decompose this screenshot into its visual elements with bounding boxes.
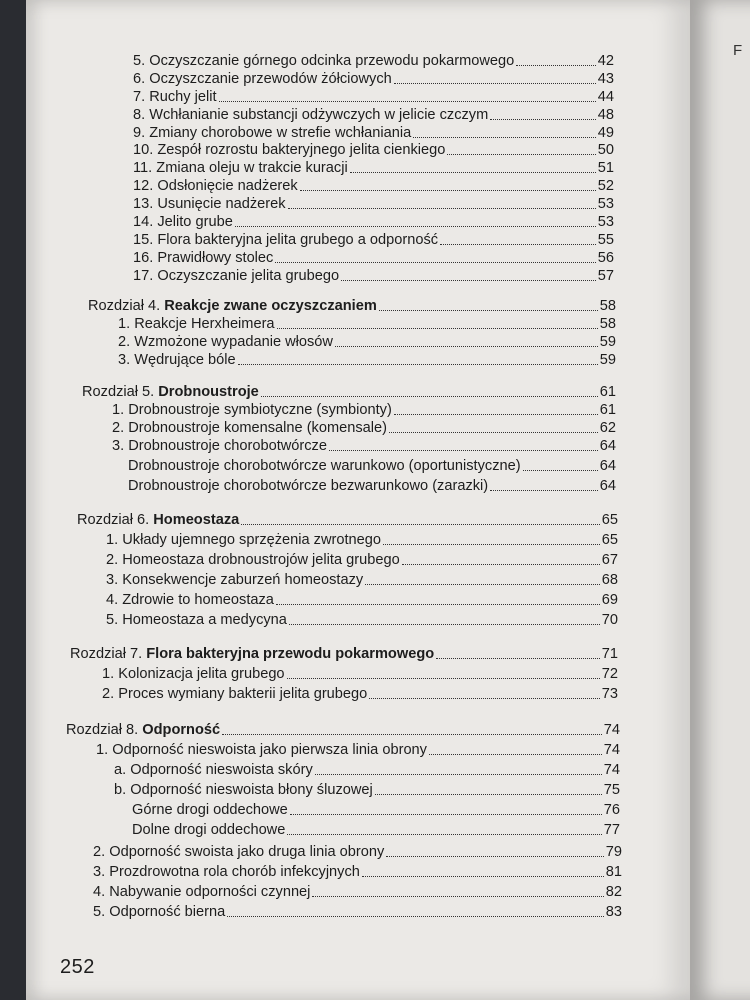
dot-leader: [335, 346, 598, 347]
entry-title: Reakcje Herxheimera: [134, 316, 275, 332]
entry-title: Zmiany chorobowe w strefie wchłaniania: [149, 125, 412, 141]
toc-entry: [133, 141, 614, 159]
page-ref: 62: [599, 420, 616, 436]
toc-entry: [96, 741, 620, 759]
page-ref: 61: [599, 384, 616, 400]
entry-title: Odporność nieswoista jako pierwsza linia obrony: [112, 742, 427, 758]
entry-label: [106, 611, 287, 629]
entry-title: Odporność nieswoista skóry: [130, 762, 313, 778]
entry-number: 2.: [118, 334, 131, 350]
entry-number: 2.: [93, 844, 106, 860]
entry-title: Drobnoustroje symbiotyczne (symbionty): [128, 402, 392, 418]
toc-entry: [106, 531, 618, 549]
entry-title: Wchłanianie substancji odżywczych w jelicie czczym: [149, 107, 489, 123]
chapter-prefix: Rozdział 7.: [70, 646, 143, 662]
dot-leader: [413, 137, 596, 138]
toc-entry: [133, 88, 614, 106]
entry-label: [118, 333, 333, 351]
entry-number: a.: [114, 762, 127, 778]
entry-number: 13.: [133, 196, 154, 212]
entry-title: Prawidłowy stolec: [157, 250, 274, 266]
dot-leader: [227, 916, 604, 917]
entry-title: Kolonizacja jelita grubego: [118, 666, 285, 682]
entry-label: [106, 551, 400, 569]
page-ref: 52: [597, 178, 614, 194]
toc-entry: [118, 351, 616, 369]
entry-label: [133, 141, 445, 159]
entry-label: [128, 457, 521, 475]
dot-leader: [365, 584, 600, 585]
entry-number: 5.: [93, 904, 106, 920]
page-ref: 68: [601, 572, 618, 588]
page-ref: 59: [599, 352, 616, 368]
chapter-prefix: Rozdział 4.: [88, 298, 161, 314]
entry-number: 2.: [106, 552, 119, 568]
toc-entry: [118, 333, 616, 351]
entry-label: [106, 531, 381, 549]
page-ref: 64: [599, 478, 616, 494]
entry-title: Proces wymiany bakterii jelita grubego: [118, 686, 368, 702]
page-ref: 58: [599, 316, 616, 332]
entry-number: 4.: [93, 884, 106, 900]
page-ref: 59: [599, 334, 616, 350]
toc-entry: [93, 883, 622, 901]
toc-entry: [118, 315, 616, 333]
entry-label: [112, 401, 392, 419]
toc-entry: [106, 591, 618, 609]
toc-entry: [133, 52, 614, 70]
dot-leader: [290, 814, 602, 815]
entry-number: 1.: [102, 666, 115, 682]
chapter-prefix: Rozdział 6.: [77, 512, 150, 528]
entry-title: Drobnoustroje chorobotwórcze bezwarunkowo (zarazki): [128, 478, 489, 494]
toc-entry: [132, 801, 620, 819]
dot-leader: [402, 564, 600, 565]
chapter-entry: [66, 721, 620, 739]
dot-leader: [429, 754, 602, 755]
entry-title: Odporność bierna: [109, 904, 226, 920]
toc-entry: [128, 477, 616, 495]
dot-leader: [312, 896, 603, 897]
dot-leader: [386, 856, 604, 857]
toc-entry: [112, 437, 616, 455]
toc-entry: [133, 213, 614, 231]
entry-label: [132, 821, 285, 839]
entry-title: Konsekwencje zaburzeń homeostazy: [122, 572, 364, 588]
chapter-entry: [82, 383, 616, 401]
entry-label: [118, 351, 236, 369]
entry-label: [114, 761, 313, 779]
entry-title: Układy ujemnego sprzężenia zwrotnego: [122, 532, 382, 548]
toc-entry: [114, 781, 620, 799]
entry-label: [133, 88, 217, 106]
dot-leader: [289, 624, 600, 625]
toc-entry: [93, 903, 622, 921]
page-ref: 53: [597, 196, 614, 212]
entry-number: 5.: [133, 53, 146, 69]
page-ref: 49: [597, 125, 614, 141]
page-ref: 61: [599, 402, 616, 418]
dot-leader: [436, 658, 600, 659]
entry-label: [133, 52, 514, 70]
toc-entry: [132, 821, 620, 839]
dot-leader: [375, 794, 602, 795]
entry-number: 3.: [118, 352, 131, 368]
entry-number: 9.: [133, 125, 146, 141]
entry-title: Ruchy jelit: [149, 89, 217, 105]
entry-title: Homeostaza drobnoustrojów jelita grubego: [122, 552, 400, 568]
toc-entry: [133, 231, 614, 249]
dot-leader: [447, 154, 595, 155]
chapter-prefix: Rozdział 8.: [66, 722, 139, 738]
chapter-title: Odporność: [142, 722, 221, 738]
entry-label: [114, 781, 373, 799]
entry-title: Jelito grube: [157, 214, 233, 230]
entry-title: Drobnoustroje komensalne (komensale): [128, 420, 387, 436]
dot-leader: [394, 83, 596, 84]
entry-label: [96, 741, 427, 759]
entry-label: [133, 195, 286, 213]
entry-label: [133, 231, 438, 249]
entry-title: Oczyszczanie górnego odcinka przewodu pokarmowego: [149, 53, 515, 69]
entry-label: [133, 106, 488, 124]
entry-title: Homeostaza a medycyna: [122, 612, 287, 628]
entry-number: 11.: [133, 160, 153, 176]
toc-entry: [133, 195, 614, 213]
dot-leader: [238, 364, 598, 365]
dot-leader: [379, 310, 598, 311]
entry-title: Oczyszczanie przewodów żółciowych: [149, 71, 392, 87]
entry-label: [133, 213, 233, 231]
entry-label: [102, 665, 285, 683]
dot-leader: [235, 226, 596, 227]
dot-leader: [222, 734, 602, 735]
entry-title: Odporność nieswoista błony śluzowej: [130, 782, 373, 798]
toc-entry: [106, 571, 618, 589]
toc-entry: [106, 551, 618, 569]
entry-number: 1.: [118, 316, 131, 332]
toc-entry: [133, 177, 614, 195]
chapter-label: [88, 297, 377, 315]
dot-leader: [341, 280, 596, 281]
page-ref: 58: [599, 298, 616, 314]
entry-title: Zespół rozrostu bakteryjnego jelita cienkiego: [157, 142, 446, 158]
dot-leader: [516, 65, 595, 66]
dot-leader: [383, 544, 600, 545]
page-ref: 74: [603, 762, 620, 778]
entry-number: 15.: [133, 232, 154, 248]
entry-number: 3.: [106, 572, 119, 588]
toc-entry: [133, 249, 614, 267]
page-ref: 56: [597, 250, 614, 266]
entry-number: 16.: [133, 250, 154, 266]
chapter-label: [66, 721, 220, 739]
dot-leader: [329, 450, 598, 451]
entry-title: Usunięcie nadżerek: [157, 196, 286, 212]
entry-number: 1.: [96, 742, 109, 758]
toc-entry: [102, 685, 618, 703]
page-ref: 83: [605, 904, 622, 920]
page-ref: 75: [603, 782, 620, 798]
entry-title: Nabywanie odporności czynnej: [109, 884, 311, 900]
dot-leader: [490, 119, 596, 120]
entry-number: 4.: [106, 592, 119, 608]
dot-leader: [440, 244, 596, 245]
page-ref: 81: [605, 864, 622, 880]
dot-leader: [277, 328, 598, 329]
entry-number: 17.: [133, 268, 154, 284]
dot-leader: [219, 101, 596, 102]
toc-entry: [133, 106, 614, 124]
entry-label: [112, 419, 387, 437]
entry-label: [93, 883, 310, 901]
page-ref: 70: [601, 612, 618, 628]
entry-title: Drobnoustroje chorobotwórcze warunkowo (oportunistyczne): [128, 458, 521, 474]
chapter-title: Flora bakteryjna przewodu pokarmowego: [146, 646, 435, 662]
toc-entry: [128, 457, 616, 475]
dot-leader: [276, 604, 600, 605]
dot-leader: [394, 414, 598, 415]
entry-number: 8.: [133, 107, 146, 123]
entry-label: [93, 903, 225, 921]
entry-number: 14.: [133, 214, 154, 230]
page-ref: 44: [597, 89, 614, 105]
entry-label: [112, 437, 327, 455]
page-ref: 65: [601, 532, 618, 548]
chapter-title: Reakcje zwane oczyszczaniem: [164, 298, 377, 314]
dot-leader: [523, 470, 598, 471]
dot-leader: [261, 396, 598, 397]
entry-label: [133, 177, 298, 195]
page-ref: 42: [597, 53, 614, 69]
toc-entry: [93, 843, 622, 861]
dot-leader: [362, 876, 604, 877]
entry-number: 3.: [93, 864, 106, 880]
page-ref: 64: [599, 438, 616, 454]
page-ref: 74: [603, 742, 620, 758]
page-ref: 55: [597, 232, 614, 248]
entry-label: [93, 863, 360, 881]
entry-title: Wzmożone wypadanie włosów: [134, 334, 333, 350]
entry-title: Flora bakteryjna jelita grubego a odporność: [157, 232, 439, 248]
entry-number: 2.: [102, 686, 115, 702]
entry-label: [106, 591, 274, 609]
toc-entry: [112, 401, 616, 419]
entry-title: Drobnoustroje chorobotwórcze: [128, 438, 327, 454]
toc-entry: [133, 159, 614, 177]
entry-label: [133, 159, 348, 177]
entry-number: 10.: [133, 142, 154, 158]
page-ref: 51: [597, 160, 614, 176]
entry-label: [133, 70, 392, 88]
page-ref: 50: [597, 142, 614, 158]
page-ref: 74: [603, 722, 620, 738]
dot-leader: [300, 190, 596, 191]
toc-entry: [133, 267, 614, 285]
dot-leader: [490, 490, 598, 491]
page-ref: 67: [601, 552, 618, 568]
toc-entry: [93, 863, 622, 881]
entry-label: [118, 315, 275, 333]
dot-leader: [287, 678, 600, 679]
entry-number: 12.: [133, 178, 154, 194]
entry-label: [106, 571, 363, 589]
entry-title: Oczyszczanie jelita grubego: [157, 268, 340, 284]
entry-label: [102, 685, 367, 703]
toc-entry: [106, 611, 618, 629]
page-ref: 48: [597, 107, 614, 123]
page-ref: 79: [605, 844, 622, 860]
page-ref: 69: [601, 592, 618, 608]
entry-title: Zmiana oleju w trakcie kuracji: [156, 160, 348, 176]
entry-number: b.: [114, 782, 127, 798]
entry-number: 3.: [112, 438, 125, 454]
dot-leader: [275, 262, 595, 263]
entry-number: 7.: [133, 89, 146, 105]
page-ref: 65: [601, 512, 618, 528]
entry-number: 1.: [112, 402, 125, 418]
chapter-title: Drobnoustroje: [158, 384, 259, 400]
entry-label: [133, 267, 339, 285]
page-ref: 43: [597, 71, 614, 87]
entry-label: [133, 249, 273, 267]
page-ref: 77: [603, 822, 620, 838]
entry-number: 5.: [106, 612, 119, 628]
chapter-title: Homeostaza: [153, 512, 240, 528]
page-ref: 57: [597, 268, 614, 284]
dot-leader: [350, 172, 596, 173]
entry-number: 2.: [112, 420, 125, 436]
page-ref: 64: [599, 458, 616, 474]
dot-leader: [241, 524, 600, 525]
page-ref: 53: [597, 214, 614, 230]
chapter-label: [70, 645, 434, 663]
chapter-label: [77, 511, 239, 529]
dot-leader: [389, 432, 598, 433]
entry-number: 1.: [106, 532, 119, 548]
toc-entry: [133, 124, 614, 142]
toc-entry: [112, 419, 616, 437]
entry-label: [133, 124, 411, 142]
entry-label: [132, 801, 288, 819]
entry-number: 6.: [133, 71, 146, 87]
page-ref: 73: [601, 686, 618, 702]
toc-entry: [114, 761, 620, 779]
page-ref: 76: [603, 802, 620, 818]
dot-leader: [287, 834, 601, 835]
dot-leader: [315, 774, 602, 775]
entry-title: Prozdrowotna rola chorób infekcyjnych: [109, 864, 360, 880]
chapter-prefix: Rozdział 5.: [82, 384, 155, 400]
page-ref: 71: [601, 646, 618, 662]
next-page-peek-letter: F: [733, 42, 743, 59]
dot-leader: [369, 698, 600, 699]
toc-entry: [133, 70, 614, 88]
chapter-entry: [77, 511, 618, 529]
toc-entry: [102, 665, 618, 683]
page-number: 252: [60, 956, 95, 978]
page-ref: 72: [601, 666, 618, 682]
chapter-label: [82, 383, 259, 401]
entry-title: Odsłonięcie nadżerek: [157, 178, 298, 194]
entry-title: Dolne drogi oddechowe: [132, 822, 286, 838]
entry-label: [128, 477, 488, 495]
chapter-entry: [88, 297, 616, 315]
entry-title: Odporność swoista jako druga linia obrony: [109, 844, 385, 860]
entry-title: Zdrowie to homeostaza: [122, 592, 274, 608]
entry-label: [93, 843, 384, 861]
entry-title: Górne drogi oddechowe: [132, 802, 288, 818]
entry-title: Wędrujące bóle: [134, 352, 236, 368]
dot-leader: [288, 208, 596, 209]
chapter-entry: [70, 645, 618, 663]
page-ref: 82: [605, 884, 622, 900]
